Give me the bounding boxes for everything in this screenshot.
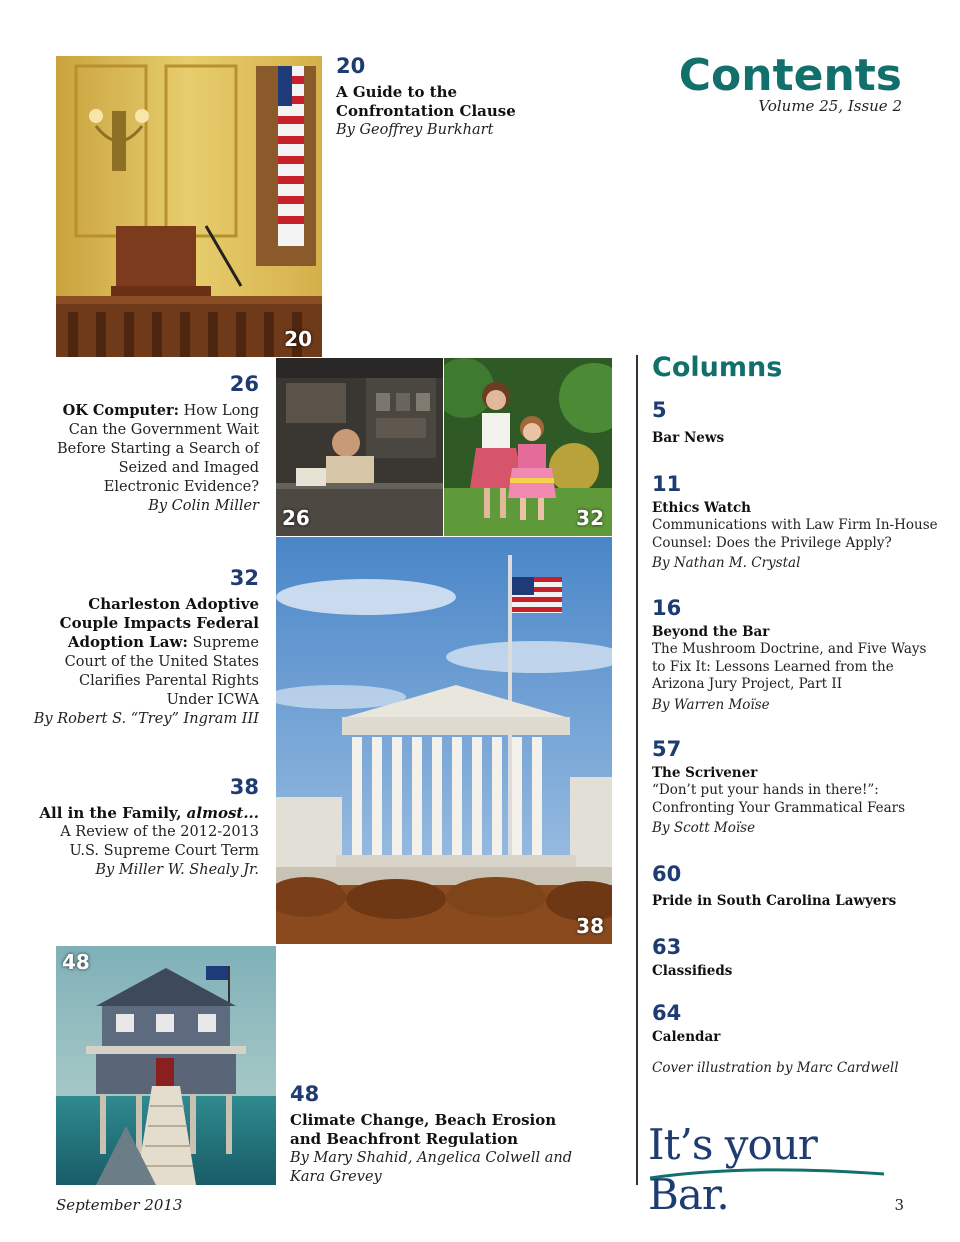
feature-title-line: and Beachfront Regulation xyxy=(290,1130,519,1148)
feature-lead-emphasis: almost... xyxy=(186,804,259,822)
feature-desc-line: Before Starting a Search of xyxy=(57,441,259,457)
column-item-the-scrivener[interactable] xyxy=(652,739,942,838)
column-desc-line: “Don’t put your hands in there!”: xyxy=(652,782,879,798)
column-byline: By Scott Moïse xyxy=(652,820,756,836)
feature-page-number: 48 xyxy=(290,1082,320,1106)
feature-lead-line: Charleston Adoptive xyxy=(88,595,259,613)
feature-48[interactable] xyxy=(290,1084,590,1187)
feature-32[interactable] xyxy=(30,568,259,729)
column-title: Beyond the Bar xyxy=(652,624,770,640)
courtroom-photo xyxy=(56,56,322,357)
beach-house-illustration xyxy=(56,946,276,1185)
feature-byline: By Mary Shahid, Angelica Colwell and xyxy=(290,1150,572,1166)
image-page-label: 48 xyxy=(62,950,90,974)
column-desc-line: Arizona Jury Project, Part II xyxy=(652,676,843,692)
feature-desc-line: U.S. Supreme Court Term xyxy=(69,843,259,859)
supreme-court-photo xyxy=(276,537,612,944)
logo-text: It’s your Bar. xyxy=(648,1120,817,1219)
feature-title-line: Confrontation Clause xyxy=(336,102,516,120)
feature-byline: By Geoffrey Burkhart xyxy=(336,122,494,138)
feature-desc-line: Can the Government Wait xyxy=(68,422,259,438)
column-item-pride[interactable] xyxy=(652,864,942,910)
column-byline: By Warren Moïse xyxy=(652,696,770,713)
feature-page-number: 26 xyxy=(229,372,259,396)
cover-credit: Cover illustration by Marc Cardwell xyxy=(652,1060,899,1076)
feature-byline: By Colin Miller xyxy=(148,498,259,514)
column-item-bar-news[interactable] xyxy=(652,400,942,447)
image-page-label: 20 xyxy=(284,327,312,351)
image-page-label: 38 xyxy=(576,914,604,938)
feature-byline: By Robert S. “Trey” Ingram III xyxy=(33,711,259,727)
feature-page-number: 32 xyxy=(229,566,259,590)
feature-desc-line: How Long xyxy=(183,403,259,419)
column-page-number: 63 xyxy=(652,935,682,959)
feature-20[interactable] xyxy=(336,56,576,140)
column-page-number: 16 xyxy=(652,596,682,620)
feature-38[interactable] xyxy=(20,777,259,880)
issue-date: September 2013 xyxy=(56,1196,183,1214)
column-title: Pride in South Carolina Lawyers xyxy=(652,893,897,909)
feature-page-number: 38 xyxy=(229,775,259,799)
feature-desc-line: Under ICWA xyxy=(166,692,259,708)
column-page-number: 57 xyxy=(652,737,682,761)
column-item-calendar[interactable] xyxy=(652,1003,942,1046)
feature-page-number: 20 xyxy=(336,54,366,78)
feature-desc-line: Clarifies Parental Rights xyxy=(78,673,259,689)
feature-desc-line: Electronic Evidence? xyxy=(103,479,259,495)
column-item-ethics-watch[interactable] xyxy=(652,474,942,573)
column-desc-line: to Fix It: Lessons Learned from the xyxy=(652,658,894,675)
column-title: Calendar xyxy=(652,1029,721,1045)
column-desc-line: Confronting Your Grammatical Fears xyxy=(652,799,906,816)
column-desc-line: The Mushroom Doctrine, and Five Ways xyxy=(652,641,927,657)
image-page-label: 26 xyxy=(282,506,310,530)
column-page-number: 64 xyxy=(652,1001,682,1025)
feature-lead-line: Couple Impacts Federal xyxy=(59,614,259,632)
logo-swoosh xyxy=(648,1162,888,1182)
columns-divider xyxy=(636,355,638,1185)
volume-issue: Volume 25, Issue 2 xyxy=(758,97,902,115)
column-page-number: 5 xyxy=(652,398,667,422)
feature-byline: Kara Grevey xyxy=(290,1169,382,1185)
column-title: Classifieds xyxy=(652,963,733,979)
column-title: Bar News xyxy=(652,430,725,446)
column-item-beyond-the-bar[interactable] xyxy=(652,598,942,714)
feature-lead: OK Computer: xyxy=(62,402,180,419)
feature-desc-line: A Review of the 2012-2013 xyxy=(60,824,259,840)
column-item-classifieds[interactable] xyxy=(652,937,942,980)
feature-lead-line: Adoption Law: xyxy=(67,633,188,651)
its-your-bar-logo[interactable] xyxy=(648,1120,888,1219)
columns-heading: Columns xyxy=(652,352,783,383)
office-photo xyxy=(276,358,443,536)
column-page-number: 60 xyxy=(652,862,682,886)
feature-title-line: Climate Change, Beach Erosion xyxy=(290,1111,557,1129)
feature-desc-line: Court of the United States xyxy=(64,654,259,670)
children-photo xyxy=(444,358,612,536)
column-desc-line: Counsel: Does the Privilege Apply? xyxy=(652,534,892,551)
column-title: The Scrivener xyxy=(652,765,758,781)
column-title: Ethics Watch xyxy=(652,500,751,516)
page-title: Contents xyxy=(678,50,902,101)
column-byline: By Nathan M. Crystal xyxy=(652,555,801,571)
feature-desc-line: Supreme xyxy=(192,635,259,651)
column-page-number: 11 xyxy=(652,472,682,496)
feature-lead: All in the Family, xyxy=(39,804,187,822)
image-page-label: 32 xyxy=(576,506,604,530)
feature-title-line: A Guide to the xyxy=(336,83,458,101)
page-number: 3 xyxy=(894,1196,904,1214)
feature-desc-line: Seized and Imaged xyxy=(118,460,259,476)
column-desc-line: Communications with Law Firm In-House xyxy=(652,517,938,533)
feature-byline: By Miller W. Shealy Jr. xyxy=(95,862,259,878)
feature-26[interactable] xyxy=(30,374,259,516)
